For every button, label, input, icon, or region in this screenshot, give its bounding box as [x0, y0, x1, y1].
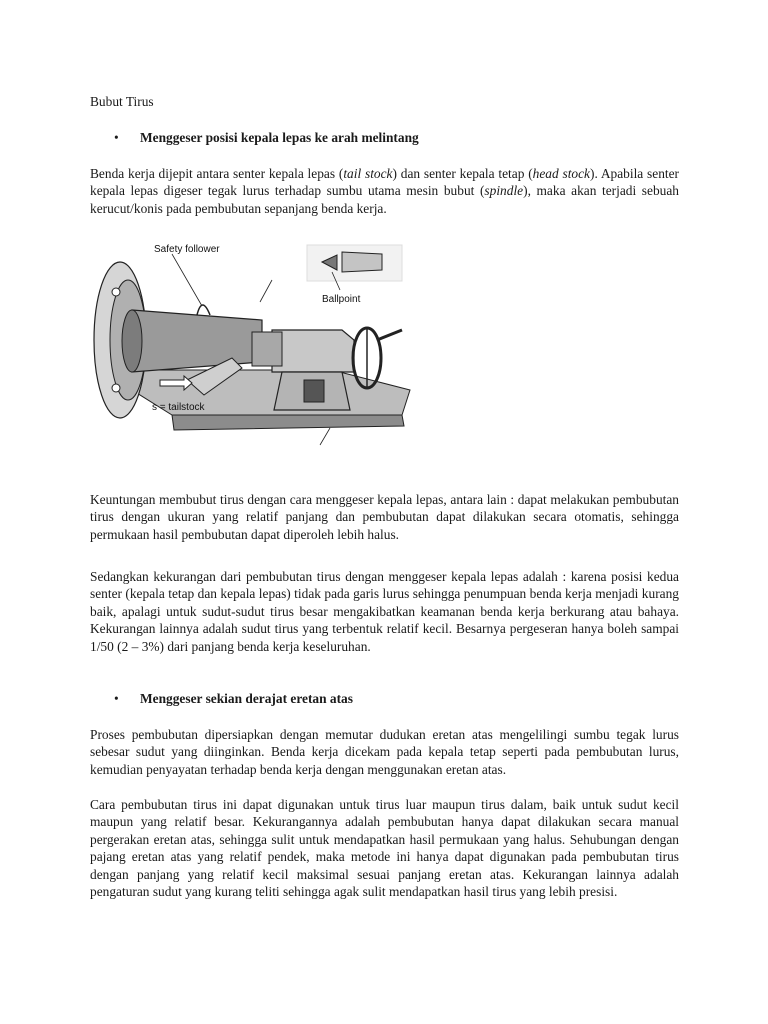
offset-mark-bottom — [320, 428, 330, 445]
label-safety-follower: Safety follower — [154, 244, 220, 255]
tapered-workpiece — [132, 310, 262, 372]
italic-term: tail stock — [343, 166, 393, 181]
text-run: Benda kerja dijepit antara senter kepala lepas ( — [90, 166, 344, 181]
label-tailstock: s = tailstock — [152, 402, 205, 413]
bullet-icon: • — [114, 130, 119, 145]
bullet-heading-2 — [90, 690, 679, 707]
faceplate-hole — [112, 288, 120, 296]
workpiece-end — [122, 310, 142, 372]
heading-2-text: Menggeser sekian derajat eretan atas — [140, 691, 353, 706]
clamp-nut — [304, 380, 324, 402]
paragraph-5: Cara pembubutan tirus ini dapat digunakan untuk tirus luar maupun tirus dalam, baik untuk sudut kecil maupun yang relatif besar. Kekurangannya adalah pembubutan hanya dapat dilakukan secara manual pergerakan eretan atas, sehingga sulit untuk mendapatkan hasil permukaan yang halus. Sehubungan dengan pajang eretan atas yang relatif pendek, maka metode ini hanya dapat digunakan pada pembubutan tirus dengan panjang yang relatif kecil maksimal sesuai panjang eretan atas. Kekurangan lainnya adalah pengaturan sudut yang kurang teliti sehingga agak sulit mendapatkan hasil tirus yang lebih presisi. — [90, 797, 679, 900]
lathe-diagram — [92, 240, 412, 475]
follower-leader-line — [172, 254, 202, 306]
bullet-icon: • — [114, 691, 119, 706]
lathe-bed — [100, 370, 410, 415]
offset-mark-top — [260, 280, 272, 302]
faceplate-hole — [112, 384, 120, 392]
paragraph-2: Keuntungan membubut tirus dengan cara menggeser kepala lepas, antara lain : dapat melakukan pembubutan tirus dengan ukuran yang relatif panjang dan pembubutan dapat dilakukan secara otomatis, sehingga permukaan hasil pembubutan dapat diperoleh lebih halus. — [90, 492, 679, 542]
tailstock-body — [272, 330, 354, 372]
italic-term: head stock — [532, 166, 590, 181]
lathe-bed-front — [172, 415, 404, 430]
safety-follower — [197, 305, 210, 315]
text-run: ). Apabila senter kepala lepas digeser tegak lurus terhadap sumbu utama mesin bubut ( — [90, 166, 680, 199]
label-ballpoint: Ballpoint — [322, 294, 361, 305]
page-title: Bubut Tirus — [90, 94, 154, 109]
heading-1-text: Menggeser posisi kepala lepas ke arah melintang — [140, 130, 419, 145]
paragraph-1 — [90, 165, 679, 217]
handwheel-handle — [377, 330, 402, 340]
text-run: ) dan senter kepala tetap ( — [392, 166, 533, 181]
bullet-heading-1 — [90, 129, 679, 146]
ballpoint-body — [342, 252, 382, 272]
paragraph-3: Sedangkan kekurangan dari pembubutan tirus dengan menggeser kepala lepas adalah : karena posisi kedua senter (kepala tetap dan kepala lepas) tidak pada garis lurus sehingga penumpuan benda kerja menjadi kurang baik, apalagi untuk sudut-sudut tirus besar mengakibatkan keamanan benda kerja berkurang atau bahaya. Kekurangan lainnya adalah sudut tirus yang terbentuk relatif kecil. Besarnya pergeseran hanya boleh sampai 1/50 (2 – 3%) dari panjang benda kerja keseluruhan. — [90, 569, 679, 654]
lathe-taper-figure — [92, 240, 412, 475]
italic-term: spindle — [484, 183, 524, 199]
text-run: ), maka akan terjadi sebuah kerucut/konis pada pembubutan sepanjang benda kerja. — [90, 183, 679, 216]
paragraph-4: Proses pembubutan dipersiapkan dengan memutar dudukan eretan atas mengelilingi sumbu tegak lurus sebesar sudut yang diinginkan. Benda kerja dicekam pada kepala tetap seperti pada pembubutan lurus, kemudian penyayatan terhadap benda kerja dengan menggunakan eretan atas. — [90, 727, 679, 777]
tailstock-quill — [252, 332, 282, 366]
